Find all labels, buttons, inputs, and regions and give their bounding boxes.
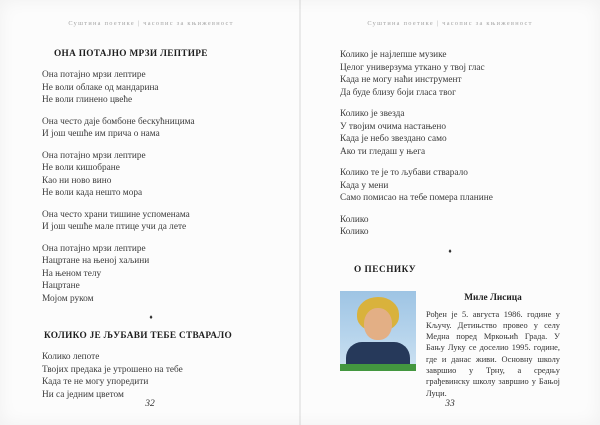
poem-line: И још чешће мале птице учи да лете [42,222,187,232]
poem-line: Да буде близу боји гласа твог [340,87,456,98]
page-number-right: 33 [445,399,455,409]
poem-line: Нацртане на њеној хаљини [42,256,150,266]
poem-line: Ако ти гледаш у њега [340,146,426,157]
poet-photo-grass [340,364,416,371]
stanza [340,214,560,239]
page-right [300,0,600,425]
stanza [42,69,260,107]
stanza [42,243,260,306]
poem-line: Када не могу наћи инструмент [340,75,462,85]
stanza [340,49,560,99]
poet-photo [340,291,416,371]
stanza [42,150,260,200]
poem-line: Она често храни тишине успоменама [42,209,190,220]
poem-line: Мојом руком [42,293,94,304]
poem-line: Твојих предака је утрошено на тебе [42,364,183,375]
stanza [340,167,560,205]
about-poet-section [340,291,560,399]
poem-line: Када је небо звездано само [340,134,447,144]
poem-line: Ни са једним цветом [42,389,124,400]
poet-photo-face [364,308,392,340]
poem-line: Када те не могу упоредити [42,377,149,387]
poem-title-first: ОНА ПОТАЈНО МРЗИ ЛЕПТИРЕ [54,49,208,59]
poet-name: Миле Лисица [464,292,522,303]
poem-line: Она потајно мрзи лептире [42,150,146,161]
poem-line: Када у мени [340,180,389,191]
poem-line: Као ни ново вино [42,175,112,186]
poem-line: Колико је најлепше музике [340,50,447,60]
poem-line: Не воли кишобране [42,163,120,173]
about-poet-heading: О ПЕСНИКУ [354,264,417,275]
stanza [42,116,260,141]
diamond-separator-icon: ♦ [149,314,153,321]
running-header: Суштина поетике | часопис за књижевност [367,20,533,27]
poet-bio: Рођен је 5. августа 1986. године у Кључу. Детињство провео у селу Медна поред Мркоњић Града. У Бању Луку се доселио 1995. године, где и данас живи. Основну школу завршио у Трну, а средњу грађевинску школу завршио у Бањој Луци. [426,309,560,398]
poem-line: Колико [340,227,369,237]
poem-title-second: КОЛИКО ЈЕ ЉУБАВИ ТЕБЕ СТВАРАЛО [44,331,232,341]
poem-line: Не воли када нешто мора [42,188,143,198]
poem-line: Целог универзума уткано у твој глас [340,62,485,73]
stanza [340,108,560,158]
poem-line: На њеном телу [42,268,102,279]
poem-line: Колико те је то љубави стварало [340,168,468,178]
poem-line: Колико је звезда [340,109,405,119]
poem-line: Не воли глинено цвеће [42,95,133,105]
poet-photo-shirt [346,342,410,366]
stanza [42,209,260,234]
poem-line: Нацртане [42,281,80,291]
poem-line: Колико лепоте [42,352,100,362]
poet-bio-column [426,291,560,399]
poem-line: Она често даје бомбоне бескућницима [42,116,195,127]
poem-line: Не воли облаке од мандарина [42,82,159,93]
poem-line: И још чешће им прича о нама [42,129,160,139]
poem-line: Колико [340,214,369,225]
poem-line: Она потајно мрзи лептире [42,243,146,254]
poem-line: Само помисао на тебе помера планине [340,193,493,203]
poem-line: У твојим очима настањено [340,121,447,132]
page-number-left: 32 [145,399,155,409]
stanza [42,351,260,401]
poem-line: Она потајно мрзи лептире [42,70,146,80]
diamond-separator-icon: ♦ [448,247,452,255]
running-header: Суштина поетике | часопис за књижевност [68,20,234,27]
